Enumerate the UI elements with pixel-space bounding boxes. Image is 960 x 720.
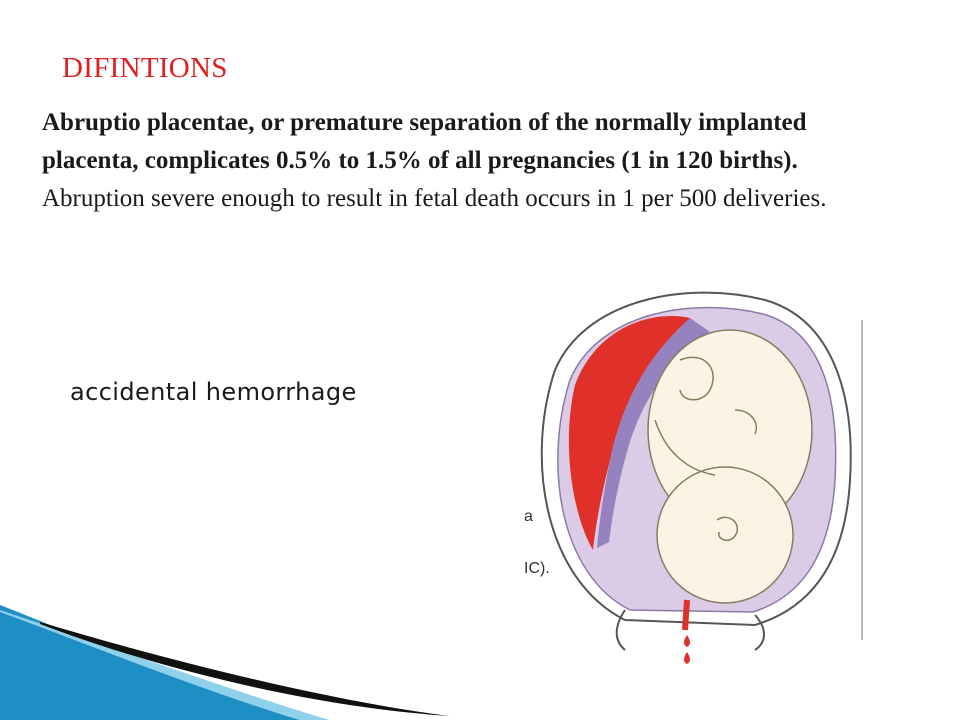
figure-fragment-ic: IC). bbox=[524, 560, 550, 577]
figure-fragment-a: a bbox=[524, 508, 533, 525]
accidental-hemorrhage-label: accidental hemorrhage bbox=[70, 378, 357, 406]
slide-title: DIFINTIONS bbox=[62, 52, 228, 84]
definition-bold-text: Abruptio placentae, or premature separation of the normally implanted placenta, complicates 0.5% to 1.5% of all pregnancies (1 in 120 births). bbox=[42, 109, 807, 174]
definition-normal-text: Abruption severe enough to result in fetal death occurs in 1 per 500 deliveries. bbox=[42, 185, 827, 212]
